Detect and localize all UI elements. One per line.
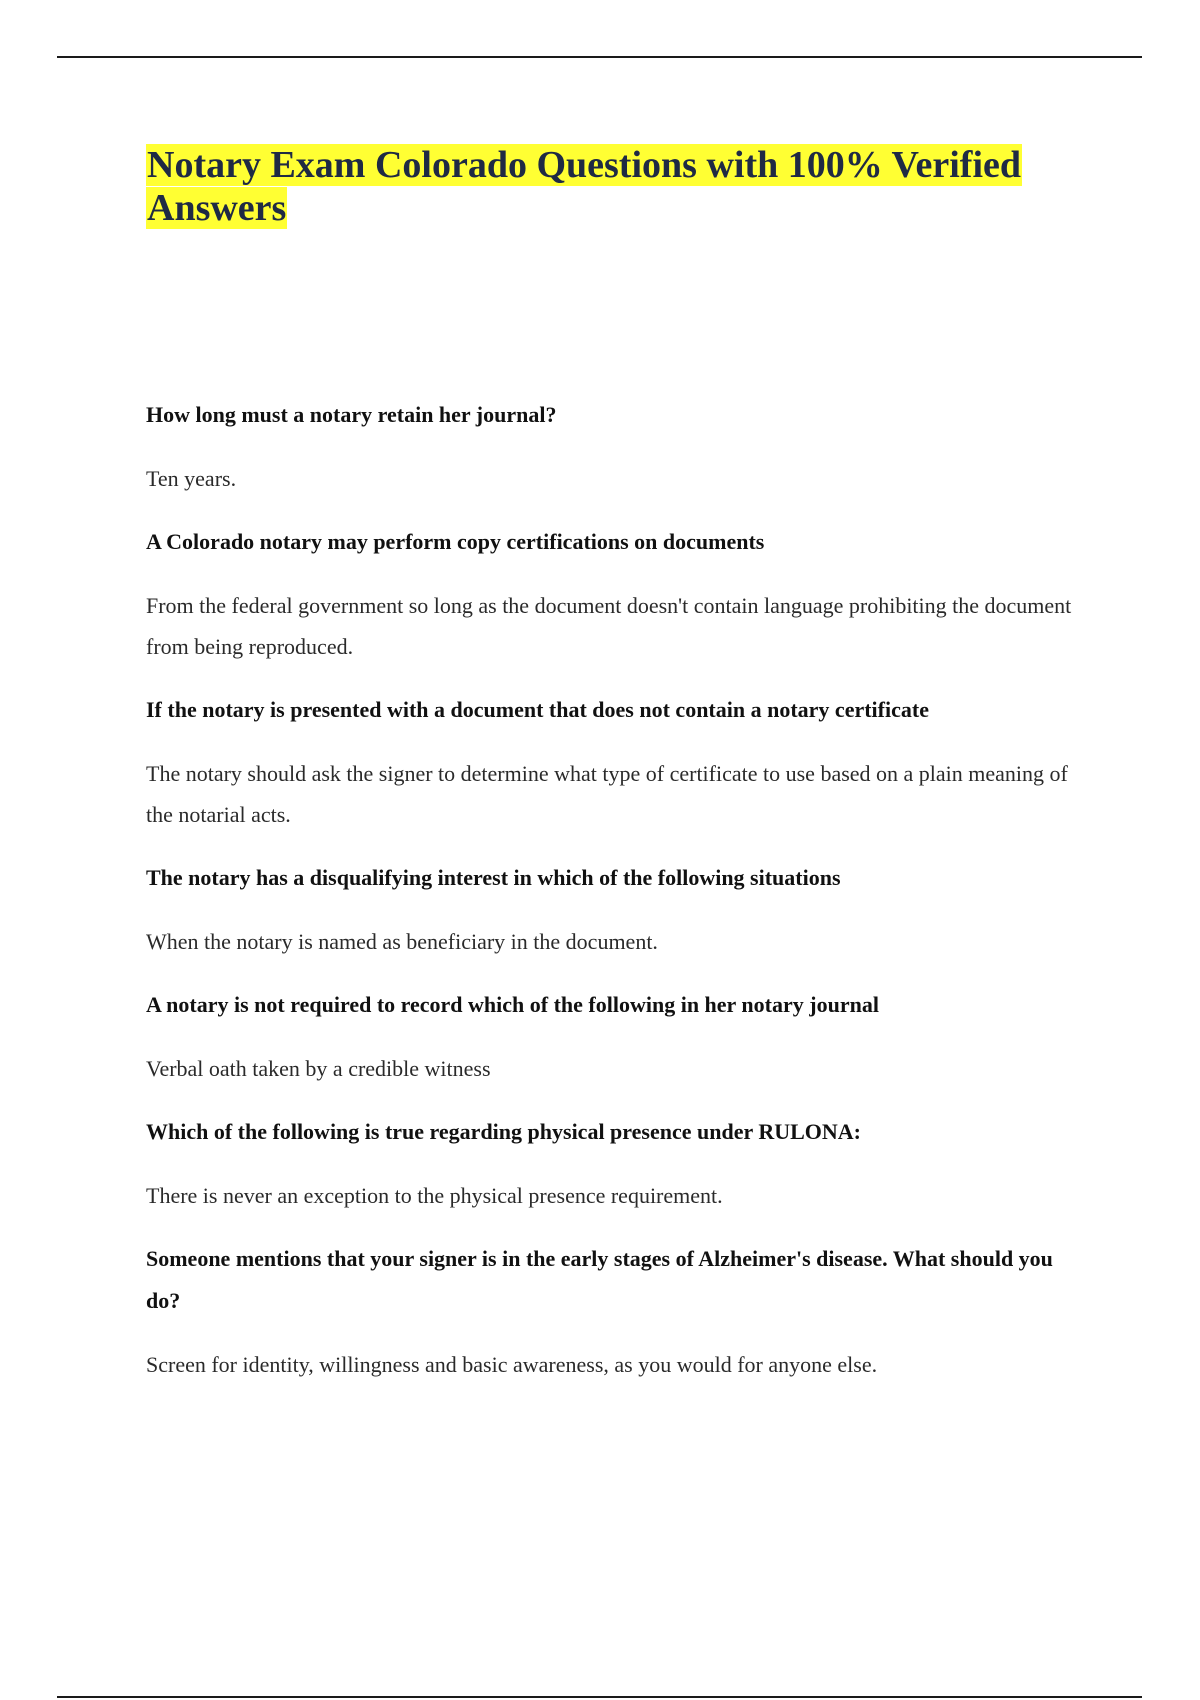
answer: There is never an exception to the physical presence requirement. bbox=[146, 1183, 723, 1208]
document-body bbox=[146, 144, 1086, 1407]
answer: Ten years. bbox=[146, 466, 237, 491]
qa-item bbox=[146, 1111, 1086, 1216]
question: A notary is not required to record which of the following in her notary journal bbox=[146, 992, 879, 1017]
answer: From the federal government so long as the document doesn't contain language prohibiting the document from being reproduced. bbox=[146, 593, 1072, 659]
answer: The notary should ask the signer to determine what type of certificate to use based on a plain meaning of the notarial acts. bbox=[146, 761, 1068, 827]
qa-list bbox=[146, 394, 1086, 1385]
title-highlight: Notary Exam Colorado Questions with 100% Verified Answers bbox=[147, 144, 1021, 229]
answer: When the notary is named as beneficiary in the document. bbox=[146, 929, 658, 954]
answer: Screen for identity, willingness and basic awareness, as you would for anyone else. bbox=[146, 1352, 878, 1377]
qa-item bbox=[146, 857, 1086, 962]
qa-item bbox=[146, 394, 1086, 499]
question: If the notary is presented with a document that does not contain a notary certificate bbox=[146, 697, 929, 722]
top-rule bbox=[57, 56, 1142, 58]
question: The notary has a disqualifying interest in which of the following situations bbox=[146, 865, 841, 890]
document-title bbox=[146, 144, 1086, 230]
qa-item bbox=[146, 984, 1086, 1089]
question: Which of the following is true regarding physical presence under RULONA: bbox=[146, 1119, 862, 1144]
question: Someone mentions that your signer is in the early stages of Alzheimer's disease. What should you do? bbox=[146, 1246, 1053, 1313]
question: How long must a notary retain her journal? bbox=[146, 402, 557, 427]
question: A Colorado notary may perform copy certifications on documents bbox=[146, 529, 765, 554]
qa-item bbox=[146, 689, 1086, 835]
qa-item bbox=[146, 521, 1086, 667]
bottom-rule bbox=[57, 1696, 1142, 1698]
answer: Verbal oath taken by a credible witness bbox=[146, 1056, 491, 1081]
qa-item bbox=[146, 1238, 1086, 1385]
